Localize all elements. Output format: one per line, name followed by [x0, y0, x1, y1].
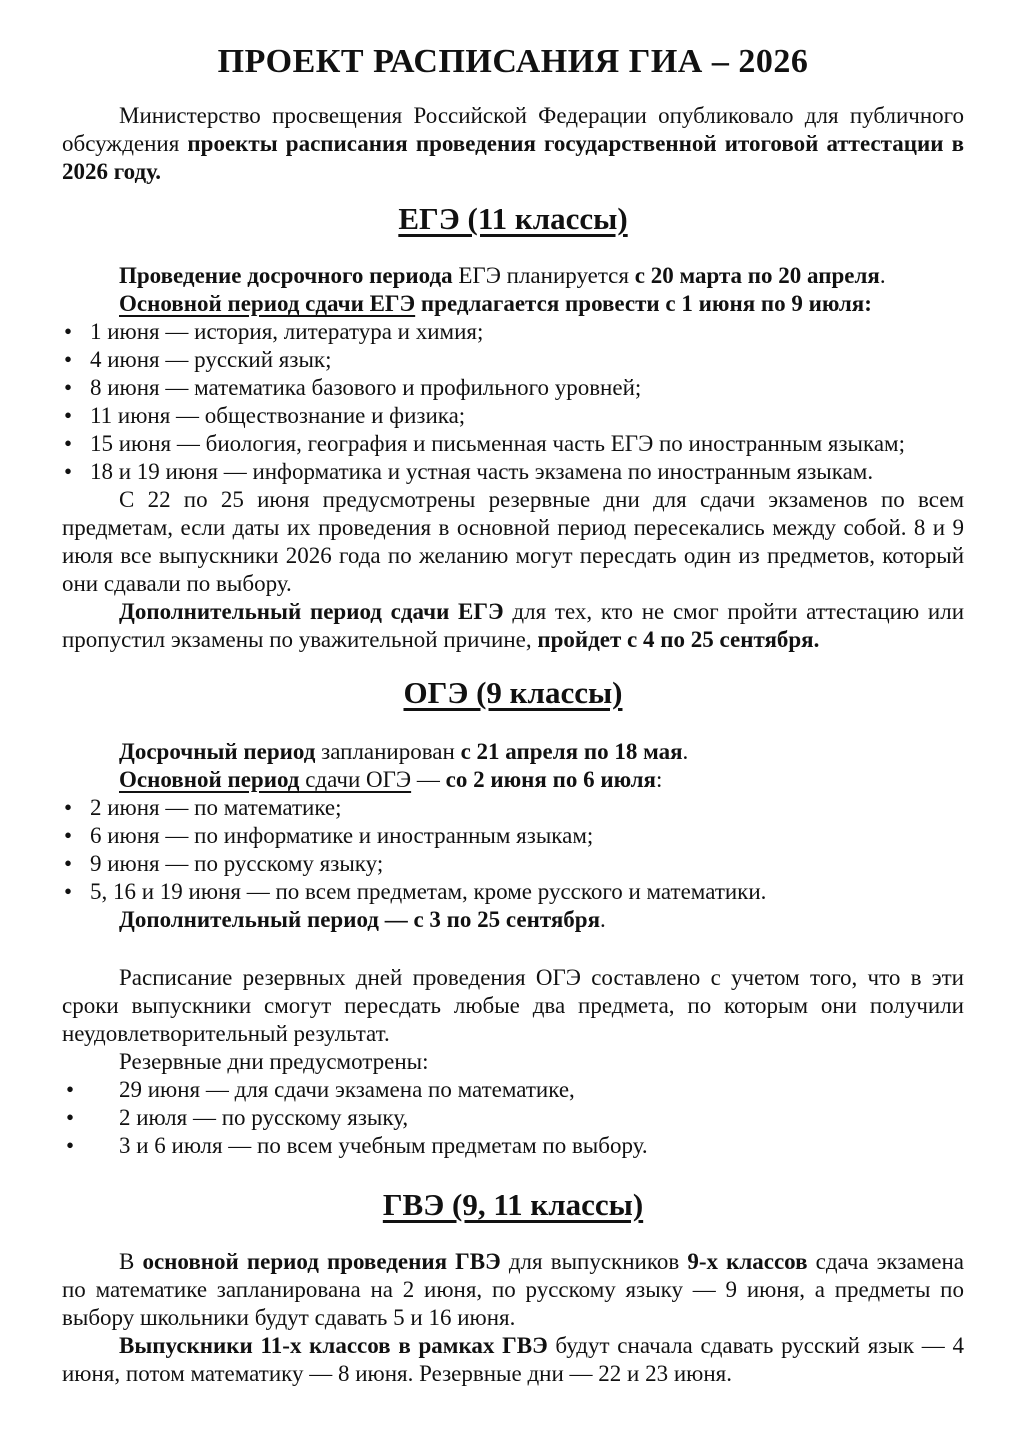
text-run: :: [655, 767, 663, 792]
text-run: .: [879, 263, 886, 288]
text-run: .: [600, 907, 606, 932]
list-item: • 8 июня — математика базового и профильного уровней;: [62, 374, 964, 402]
text-run: с 20 марта по 20 апреля: [634, 263, 880, 288]
gve-grade9-paragraph: [62, 1248, 964, 1332]
oge-early-period-paragraph: [62, 738, 964, 766]
intro-paragraph: [62, 102, 964, 186]
text-run: Министерство просвещения Российской Федерации опубликовало для публичного обсуждения: [62, 103, 964, 156]
text-run: В: [119, 1249, 143, 1274]
text-run: для тех, кто не смог пройти аттестацию или пропустил экзамены по уважительной причине,: [62, 599, 964, 652]
list-item: • 18 и 19 июня — информатика и устная часть экзамена по иностранным языкам.: [62, 458, 964, 486]
list-item: • 9 июня — по русскому языку;: [62, 850, 964, 878]
gve-heading: ГВЭ (9, 11 классы): [382, 1187, 644, 1222]
text-run: Проведение досрочного периода: [119, 263, 459, 288]
list-item: • 29 июня — для сдачи экзамена по математике,: [62, 1076, 964, 1104]
section-gve: [62, 1186, 964, 1388]
list-item: • 15 июня — биология, география и письменная часть ЕГЭ по иностранным языкам;: [62, 430, 964, 458]
text-run: сдачи ОГЭ: [299, 767, 412, 792]
text-run: ЕГЭ планируется: [458, 263, 635, 288]
text-run: с 21 апреля по 18 мая: [460, 739, 683, 764]
text-run: сдача экзамена по математике запланирована на 2 июня, по русскому языку — 9 июня, а предметы по выбору школьники будут сдавать 5 и 16 июня.: [62, 1249, 965, 1330]
text-run: Основной период: [119, 767, 300, 792]
list-item: • 3 и 6 июля — по всем учебным предметам по выбору.: [62, 1132, 964, 1160]
oge-reserve-days-list: [62, 1076, 964, 1160]
oge-heading: ОГЭ (9 классы): [403, 675, 623, 710]
text-run: .: [682, 739, 689, 764]
oge-main-period-paragraph: [62, 766, 964, 794]
list-item: • 5, 16 и 19 июня — по всем предметам, кроме русского и математики.: [62, 878, 964, 906]
oge-additional-period-paragraph: [62, 906, 964, 934]
section-ege: [62, 200, 964, 654]
text-run: проекты расписания проведения государственной итоговой аттестации в 2026 году.: [62, 131, 964, 184]
oge-schedule-list: [62, 794, 964, 906]
oge-reserve-note-paragraph: Расписание резервных дней проведения ОГЭ составлено с учетом того, что в эти сроки выпускники смогут пересдать любые два предмета, по которым они получили неудовлетворительный результат.: [62, 965, 964, 1046]
list-item: • 11 июня — обществознание и физика;: [62, 402, 964, 430]
text-run: —: [411, 767, 446, 792]
list-item: • 2 июня — по математике;: [62, 794, 964, 822]
text-run: будут сначала сдавать русский язык — 4 июня, потом математику — 8 июня. Резервные дни — 22 и 23 июня.: [62, 1333, 964, 1386]
gve-grade11-paragraph: [62, 1332, 964, 1388]
ege-reserve-paragraph: С 22 по 25 июня предусмотрены резервные дни для сдачи экзаменов по всем предметам, если даты их проведения в основной период пересекались между собой. 8 и 9 июля все выпускники 2026 года по желанию могут пересдать один из предметов, который они сдавали по выбору.: [62, 487, 964, 596]
ege-main-period-paragraph: [62, 290, 964, 318]
text-run: Дополнительный период — с 3 по 25 сентября: [119, 907, 601, 932]
ege-additional-period-paragraph: [62, 598, 964, 654]
ege-schedule-list: [62, 318, 964, 486]
text-run: Досрочный период: [119, 739, 322, 764]
list-item: • 1 июня — история, литература и химия;: [62, 318, 964, 346]
text-run: запланирован: [321, 739, 461, 764]
ege-heading: ЕГЭ (11 классы): [398, 201, 628, 236]
text-run: Основной период сдачи ЕГЭ: [119, 291, 416, 316]
text-run: основной период проведения ГВЭ: [142, 1249, 501, 1274]
ege-early-period-paragraph: [62, 262, 964, 290]
list-item: • 4 июня — русский язык;: [62, 346, 964, 374]
document-title: ПРОЕКТ РАСПИСАНИЯ ГИА – 2026: [217, 43, 809, 80]
list-item: • 6 июня — по информатике и иностранным языкам;: [62, 822, 964, 850]
text-run: 9-х классов: [687, 1249, 808, 1274]
oge-reserve-intro: Резервные дни предусмотрены:: [119, 1049, 429, 1074]
text-run: Выпускники 11-х классов в рамках ГВЭ: [119, 1333, 548, 1358]
text-run: Дополнительный период сдачи ЕГЭ: [119, 599, 513, 624]
list-item: • 2 июля — по русскому языку,: [62, 1104, 964, 1132]
text-run: предлагается провести с 1 июня по 9 июля:: [415, 291, 872, 316]
text-run: для выпускников: [500, 1249, 688, 1274]
section-oge: [62, 674, 964, 1160]
text-run: пройдет с 4 по 25 сентября.: [537, 627, 820, 652]
text-run: со 2 июня по 6 июля: [445, 767, 656, 792]
